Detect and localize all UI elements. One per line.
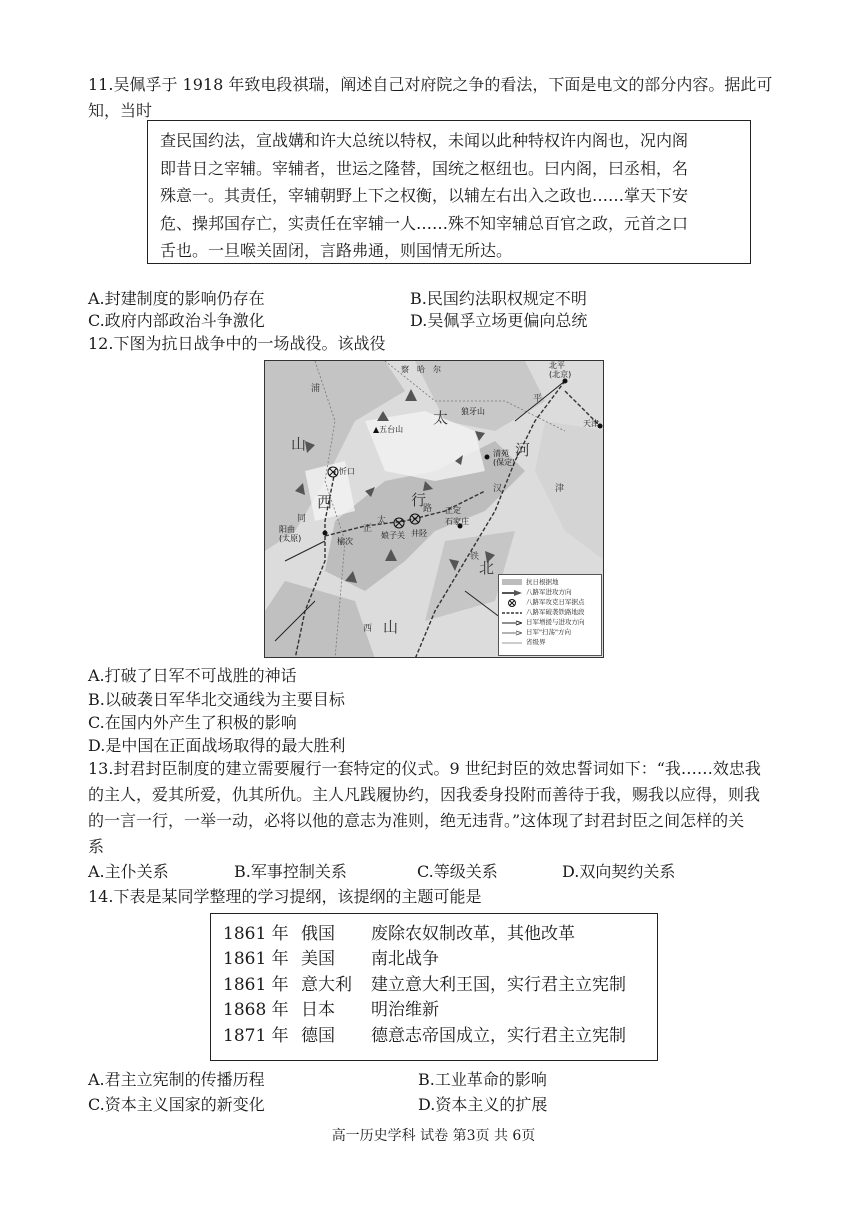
q11-quote-line: 查民国约法，宣战媾和许大总统以特权，未闻以此种特权许内阁也，况内阁	[160, 131, 689, 150]
outline-country: 俄国	[301, 924, 335, 944]
legend-border-line	[502, 639, 522, 645]
legend-row	[502, 597, 598, 607]
page-footer: 高一历史学科 试卷 第3页 共 6页	[331, 1128, 536, 1144]
map-label-tie: 铁	[470, 552, 480, 562]
legend-base-swatch	[502, 579, 522, 585]
q12-option-c[interactable]: C.在国内外产生了积极的影响	[88, 713, 297, 732]
q14-option-b[interactable]: B.工业革命的影响	[418, 1070, 547, 1089]
map-label-xi: 西	[317, 493, 333, 511]
outline-event: 南北战争	[371, 949, 439, 969]
legend-row	[502, 627, 598, 637]
q13-option-c[interactable]: C.等级关系	[417, 862, 498, 881]
outline-event: 明治维新	[371, 1000, 439, 1020]
q11-quote-line: 危、操邦国存亡，实责任在宰辅一人……殊不知宰辅总百官之政，元首之口	[160, 213, 689, 233]
q13-stem-line: 的一言一行，一举一动，必将以他的意志为准则，绝无违背。”这体现了封君封臣之间怎样的关	[88, 811, 745, 830]
map-place-yuci: 榆次	[337, 537, 353, 546]
q11-option-b[interactable]: B.民国约法职权规定不明	[410, 289, 587, 308]
map-label-tai2: 太	[377, 516, 387, 526]
map-place-beiping: 北平 (北京)	[549, 361, 572, 379]
q11-quote-line: 殊意一。其责任，宰辅朝野上下之权衡，以辅左右出入之政也……掌天下安	[160, 186, 689, 205]
legend-railway-line	[502, 609, 522, 615]
q12-stem: 12.下图为抗日战争中的一场战役。该战役	[88, 334, 386, 353]
q12-option-a[interactable]: A.打破了日军不可战胜的神话	[88, 666, 297, 685]
map-place-qingyuan: 清苑 (保定)	[493, 449, 516, 467]
legend-row	[502, 587, 598, 597]
map-label-jin: 津	[555, 484, 565, 494]
map-label-han: 汉	[493, 484, 503, 494]
q13-stem-line: 系	[88, 837, 105, 856]
legend-row	[502, 637, 598, 647]
q14-option-c[interactable]: C.资本主义国家的新变化	[88, 1095, 265, 1114]
map-label-bei: 北	[479, 559, 495, 577]
q11-option-a[interactable]: A.封建制度的影响仍存在	[88, 289, 265, 308]
q11-stem-line1: 11.吴佩孚于 1918 年致电段祺瑞，阐述自己对府院之争的看法，下面是电文的部分内容。据此可	[88, 75, 773, 94]
legend-label: 八路军进攻方向	[526, 588, 572, 596]
q14-stem: 14.下表是某同学整理的学习提纲，该提纲的主题可能是	[88, 887, 482, 906]
legend-reinforcement-arrow	[502, 619, 522, 625]
map-place-jingxing: 井陉	[411, 529, 427, 538]
outline-year: 1871 年	[223, 1026, 289, 1046]
q11-stem-line2: 知，当时	[88, 101, 153, 120]
map-label-pu: 浦	[311, 384, 321, 394]
q13-option-b[interactable]: B.军事控制关系	[234, 862, 347, 881]
legend-row	[502, 607, 598, 617]
q11-quote-line: 舌也。一旦喉关固闭，言路弗通，则国情无所达。	[160, 241, 513, 260]
map-label-ping: 平	[533, 394, 543, 404]
map-label-taihang-hang: 行	[411, 491, 427, 509]
outline-year: 1868 年	[223, 1000, 289, 1020]
outline-country: 意大利	[301, 975, 352, 995]
map-label-zheng: 正	[363, 524, 373, 534]
outline-country: 德国	[301, 1026, 335, 1046]
q11-option-d[interactable]: D.吴佩孚立场更偏向总统	[410, 311, 588, 330]
legend-label: 八路军破袭铁路地段	[526, 608, 585, 616]
outline-year: 1861 年	[223, 924, 289, 944]
outline-country: 日本	[301, 1000, 335, 1020]
map-place-zhengding: 正定	[445, 506, 461, 515]
q13-stem-line: 13.封君封臣制度的建立需要履行一套特定的仪式。9 世纪封臣的效忠誓词如下：“我……效忠我	[88, 759, 761, 778]
map-label-taihang-tai: 太	[433, 409, 449, 427]
map-place-niangziguan: 娘子关	[381, 531, 405, 540]
q13-stem-line: 的主人，爱其所爱，仇其所仇。主人凡践履协约，因我委身投附而善待于我，赐我以应得，则我	[88, 785, 761, 804]
map-label-shan: 山	[291, 435, 307, 453]
legend-label: 日军增援与进攻方向	[526, 618, 585, 626]
q11-quote-line: 即昔日之宰辅。宰辅者，世运之隆替，国统之枢纽也。曰内阁，曰丞相，名	[160, 158, 689, 178]
outline-event: 德意志帝国成立，实行君主立宪制	[371, 1026, 626, 1046]
outline-event: 废除农奴制改革，其他改革	[371, 924, 575, 944]
q11-quote-box	[147, 120, 751, 264]
map-place-shijiazhuang: 石家庄	[445, 517, 469, 526]
map-place-langyashan: 狼牙山	[461, 407, 485, 416]
map-legend	[498, 574, 602, 656]
outline-country: 美国	[301, 949, 335, 969]
outline-year: 1861 年	[223, 975, 289, 995]
legend-label: 日军"扫荡"方向	[526, 628, 571, 636]
q14-outline-table	[210, 913, 658, 1061]
map-place-yangqu: 阳曲 (太原)	[279, 525, 302, 543]
map-place-chahar: 察哈尔	[401, 365, 449, 374]
legend-row	[502, 617, 598, 627]
legend-row	[502, 577, 598, 587]
map-label-lu: 路	[423, 504, 433, 514]
legend-label: 省级界	[526, 638, 546, 646]
outline-year: 1861 年	[223, 949, 289, 969]
legend-label: 八路军攻克日军据点	[526, 598, 585, 606]
map-place-xinkou: 忻口	[339, 467, 355, 476]
legend-sweep-arrow	[502, 629, 522, 635]
q11-option-c[interactable]: C.政府内部政治斗争激化	[88, 311, 265, 330]
legend-captured-icon	[502, 599, 522, 605]
map-place-wutaishan: ▲五台山	[373, 425, 404, 434]
map-place-tianjin: 天津	[583, 419, 599, 428]
q14-option-a[interactable]: A.君主立宪制的传播历程	[88, 1070, 265, 1089]
legend-label: 抗日根据地	[526, 578, 559, 586]
outline-event: 建立意大利王国，实行君主立宪制	[371, 975, 626, 995]
q12-option-b[interactable]: B.以破袭日军华北交通线为主要目标	[88, 690, 345, 709]
q12-option-d[interactable]: D.是中国在正面战场取得的最大胜利	[88, 736, 346, 755]
q14-option-d[interactable]: D.资本主义的扩展	[418, 1095, 548, 1114]
map-label-river-he: 河	[515, 441, 531, 459]
legend-attack-arrow	[502, 589, 522, 595]
map-label-tong: 同	[297, 514, 307, 524]
q13-option-a[interactable]: A.主仆关系	[88, 862, 169, 881]
q13-option-d[interactable]: D.双向契约关系	[562, 862, 676, 881]
map-label-mountain-shan: 山	[383, 618, 399, 636]
map-label-xi2: 西	[363, 624, 373, 634]
